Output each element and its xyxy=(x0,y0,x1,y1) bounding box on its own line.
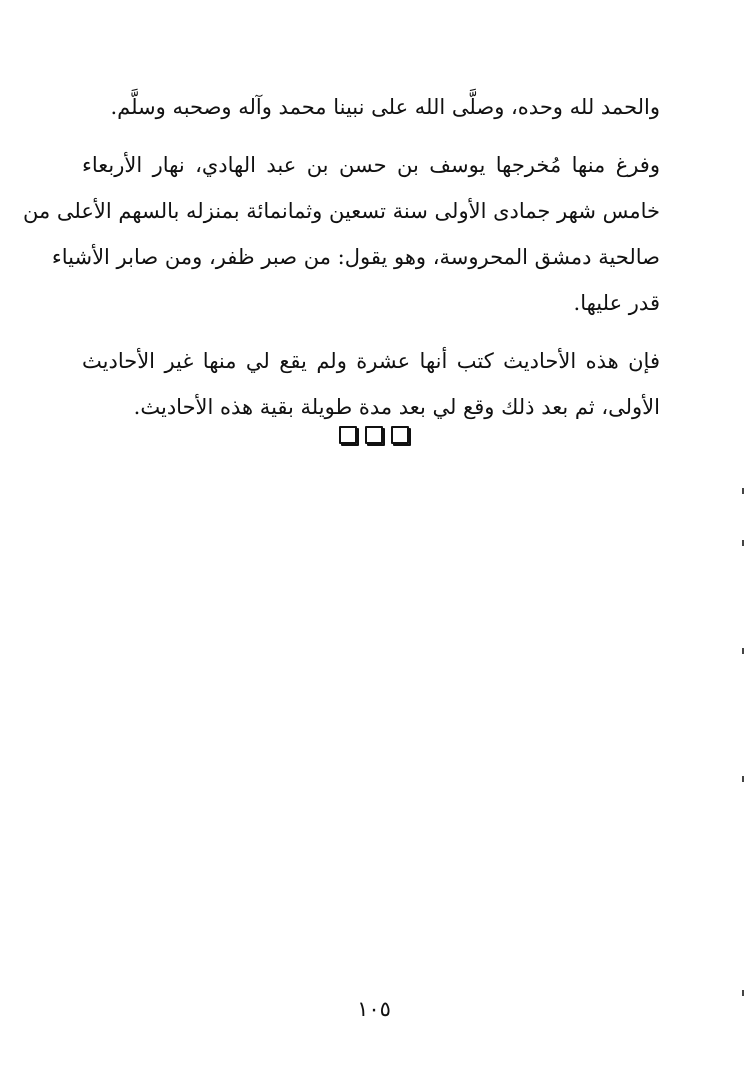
section-end-ornament xyxy=(0,424,748,444)
paragraph xyxy=(22,142,660,326)
text-line: فإن هذه الأحاديث كتب أنها عشرة ولم يقع لي منها غير الأحاديث xyxy=(82,349,660,373)
scan-edge-mark xyxy=(742,648,744,654)
paragraph xyxy=(82,84,660,130)
scan-edge-mark xyxy=(742,990,744,996)
text-line: قدر عليها. xyxy=(573,291,660,315)
scan-edge-mark xyxy=(742,488,744,494)
text-line: الأولى، ثم بعد ذلك وقع لي بعد مدة طويلة بقية هذه الأحاديث. xyxy=(133,395,660,419)
square-icon xyxy=(391,426,409,444)
paragraph xyxy=(82,338,660,430)
page-number: ١٠٥ xyxy=(357,997,391,1021)
text-line: وفرغ منها مُخرجها يوسف بن حسن بن عبد الهادي، نهار الأربعاء xyxy=(82,153,660,177)
scan-edge-mark xyxy=(742,540,744,546)
scan-edge-mark xyxy=(742,776,744,782)
square-icon xyxy=(365,426,383,444)
text-line: خامس شهر جمادى الأولى سنة تسعين وثمانمائة بمنزله بالسهم الأعلى من xyxy=(22,199,660,223)
text-line: صالحية دمشق المحروسة، وهو يقول: من صبر ظفر، ومن صابر الأشياء xyxy=(51,245,660,269)
body-text xyxy=(22,84,660,430)
text-line: والحمد لله وحده، وصلَّى الله على نبينا محمد وآله وصحبه وسلَّم. xyxy=(110,95,660,119)
square-icon xyxy=(339,426,357,444)
